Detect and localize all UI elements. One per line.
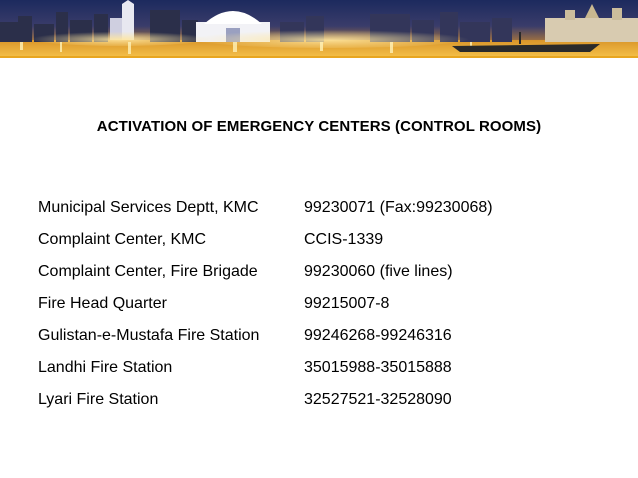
contact-number: 99230060 (five lines) — [304, 263, 453, 280]
contact-name: Fire Head Quarter — [38, 295, 167, 312]
table-row — [38, 352, 493, 384]
table-row — [38, 320, 493, 352]
emergency-contacts-table — [38, 192, 493, 416]
contact-name: Lyari Fire Station — [38, 391, 159, 408]
contact-name: Municipal Services Deptt, KMC — [38, 199, 259, 216]
slide-title: ACTIVATION OF EMERGENCY CENTERS (CONTROL ROOMS) — [96, 118, 542, 135]
contact-name: Complaint Center, Fire Brigade — [38, 263, 258, 280]
city-skyline-banner — [0, 0, 638, 58]
contact-number: 99215007-8 — [304, 295, 390, 312]
contact-number: 32527521-32528090 — [304, 391, 452, 408]
table-row — [38, 256, 493, 288]
contact-number: 99230071 (Fax:99230068) — [304, 199, 493, 216]
contact-number: CCIS-1339 — [304, 231, 384, 248]
city-skyline-icon — [0, 0, 638, 58]
table-row — [38, 288, 493, 320]
contact-name: Complaint Center, KMC — [38, 231, 207, 248]
contact-number: 35015988-35015888 — [304, 359, 452, 376]
table-row — [38, 192, 493, 224]
contact-name: Gulistan-e-Mustafa Fire Station — [38, 327, 260, 344]
table-row — [38, 384, 493, 416]
contact-number: 99246268-99246316 — [304, 327, 452, 344]
table-row — [38, 224, 493, 256]
contact-name: Landhi Fire Station — [38, 359, 173, 376]
